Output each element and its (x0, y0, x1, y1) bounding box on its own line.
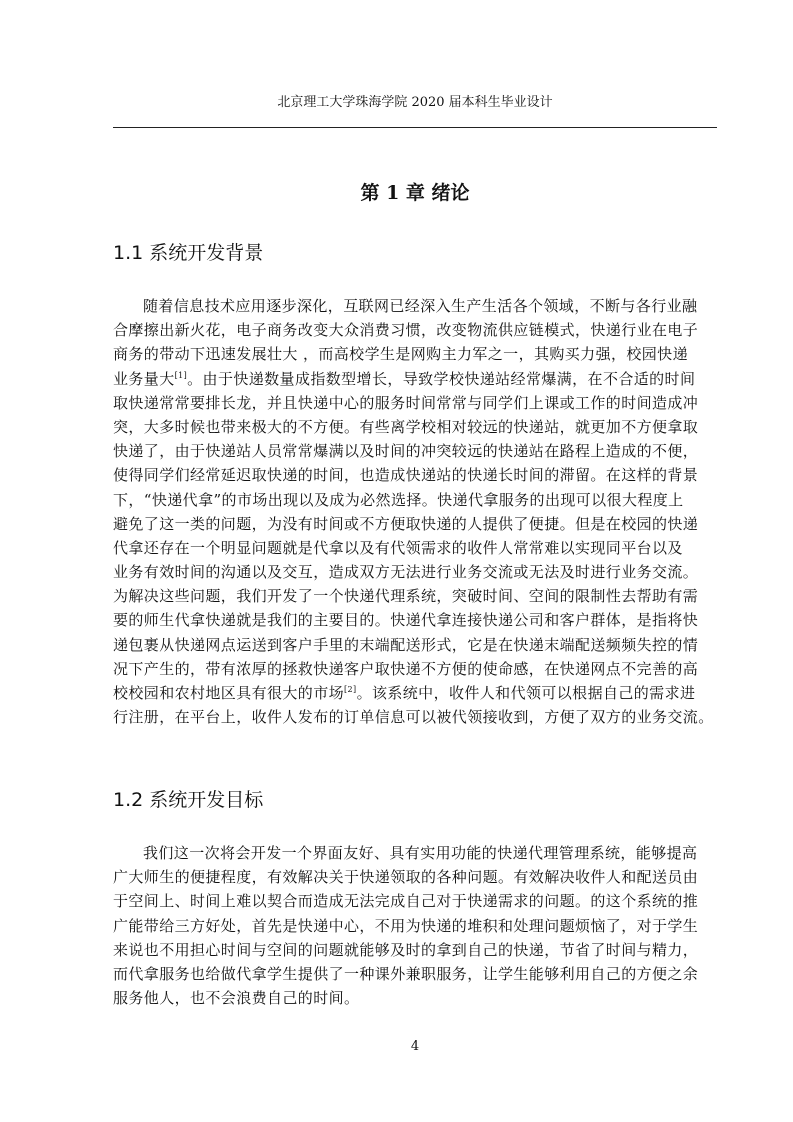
citation-ref-2[interactable]: [2] (344, 685, 357, 694)
paragraph-line: 突，大多时候也带来极大的不方便。有些离学校相对较远的快递站，就更加不方便拿取 (113, 417, 699, 436)
paragraph-line: 商务的带动下迅速发展壮大 ，而高校学生是网购主力军之一，其购买力强，校园快递 (113, 345, 688, 364)
paragraph-line: 合摩擦出新火花，电子商务改变大众消费习惯，改变物流供应链模式，快递行业在电子 (113, 321, 699, 340)
paragraph-line: 递包裹从快递网点运送到客户手里的末端配送形式，它是在快递末端配送频频失控的情 (113, 635, 699, 654)
paragraph-line: 服务他人，也不会浪费自己的时间。 (113, 989, 360, 1008)
paragraph-line: 代拿还存在一个明显问题就是代拿以及有代领需求的收件人常常难以实现同平台以及 (113, 538, 683, 557)
paragraph-line: 来说也不用担心时间与空间的问题就能够及时的拿到自己的快递，节省了时间与精力， (113, 940, 699, 959)
paragraph-line: 快递了，由于快递站人员常常爆满以及时间的冲突较远的快递站在路程上造成的不便， (113, 442, 699, 461)
paragraph-line (113, 681, 717, 705)
paragraph-line: 业务有效时间的沟通以及交互，造成双方无法进行业务交流或无法及时进行业务交流。 (113, 563, 699, 582)
paragraph-line: 行注册，在平台上，收件人发布的订单信息可以被代领接收到，方便了双方的业务交流。 (113, 708, 714, 727)
paragraph-line: 于空间上、时间上难以契合而造成无法完成自己对于快递需求的问题。的这个系统的推 (113, 892, 699, 911)
paragraph-line (113, 367, 717, 391)
header-divider (113, 127, 717, 128)
paragraph-line: 广大师生的便捷程度，有效解决关于快递领取的各种问题。有效解决收件人和配送员由 (113, 868, 699, 887)
paragraph-line: 取快递常常要排长龙，并且快递中心的服务时间常常与同学们上课或工作的时间造成冲 (113, 393, 699, 412)
paragraph-line: 要的师生代拿快递就是我们的主要目的。快递代拿连接快递公司和客户群体，是指将快 (113, 611, 699, 630)
chapter-title: 第 1 章 绪论 (360, 182, 470, 204)
paragraph-line: 使得同学们经常延迟取快递的时间，也造成快递站的快递长时间的滞留。在这样的背景 (113, 466, 699, 485)
line-text: 校校园和农村地区具有很大的市场 (113, 684, 345, 702)
section-heading-1-2: 1.2 系统开发目标 (113, 789, 264, 811)
paragraph-line: 而代拿服务也给做代拿学生提供了一种课外兼职服务，让学生能够利用自己的方便之余 (113, 964, 699, 983)
paragraph-line: 为解决这些问题，我们开发了一个快递代理系统，突破时间、空间的限制性去帮助有需 (113, 587, 699, 606)
line-text: 。由于快递数量成指数型增长，导致学校快递站经常爆满，在不合适的时间 (187, 369, 696, 388)
section-1-2-paragraph (113, 841, 717, 1010)
line-text: 业务量大 (113, 369, 175, 388)
page-number: 4 (410, 1039, 420, 1054)
section-1-1-paragraph (113, 294, 717, 729)
page-header: 北京理工大学珠海学院 2020 届本科生毕业设计 (277, 95, 553, 110)
paragraph-line: 我们这一次将会开发一个界面友好、具有实用功能的快递代理管理系统，能够提高 (143, 844, 698, 862)
section-heading-1-1: 1.1 系统开发背景 (113, 242, 264, 264)
paragraph-line: 随着信息技术应用逐步深化，互联网已经深入生产生活各个领域，不断与各行业融 (143, 297, 698, 315)
paragraph-line: 避免了这一类的问题，为没有时间或不方便取快递的人提供了便捷。但是在校园的快递 (113, 514, 699, 533)
paragraph-line: 广能带给三方好处，首先是快递中心，不用为快递的堆积和处理问题烦恼了，对于学生 (113, 916, 699, 935)
line-text: 。该系统中，收件人和代领可以根据自己的需求进 (356, 684, 696, 702)
paragraph-line: 下，“快递代拿”的市场出现以及成为必然选择。快递代拿服务的出现可以很大程度上 (113, 490, 684, 509)
citation-ref-1[interactable]: [1] (174, 370, 188, 380)
paragraph-line: 况下产生的，带有浓厚的拯救快递客户取快递不方便的使命感，在快递网点不完善的高 (113, 659, 699, 678)
